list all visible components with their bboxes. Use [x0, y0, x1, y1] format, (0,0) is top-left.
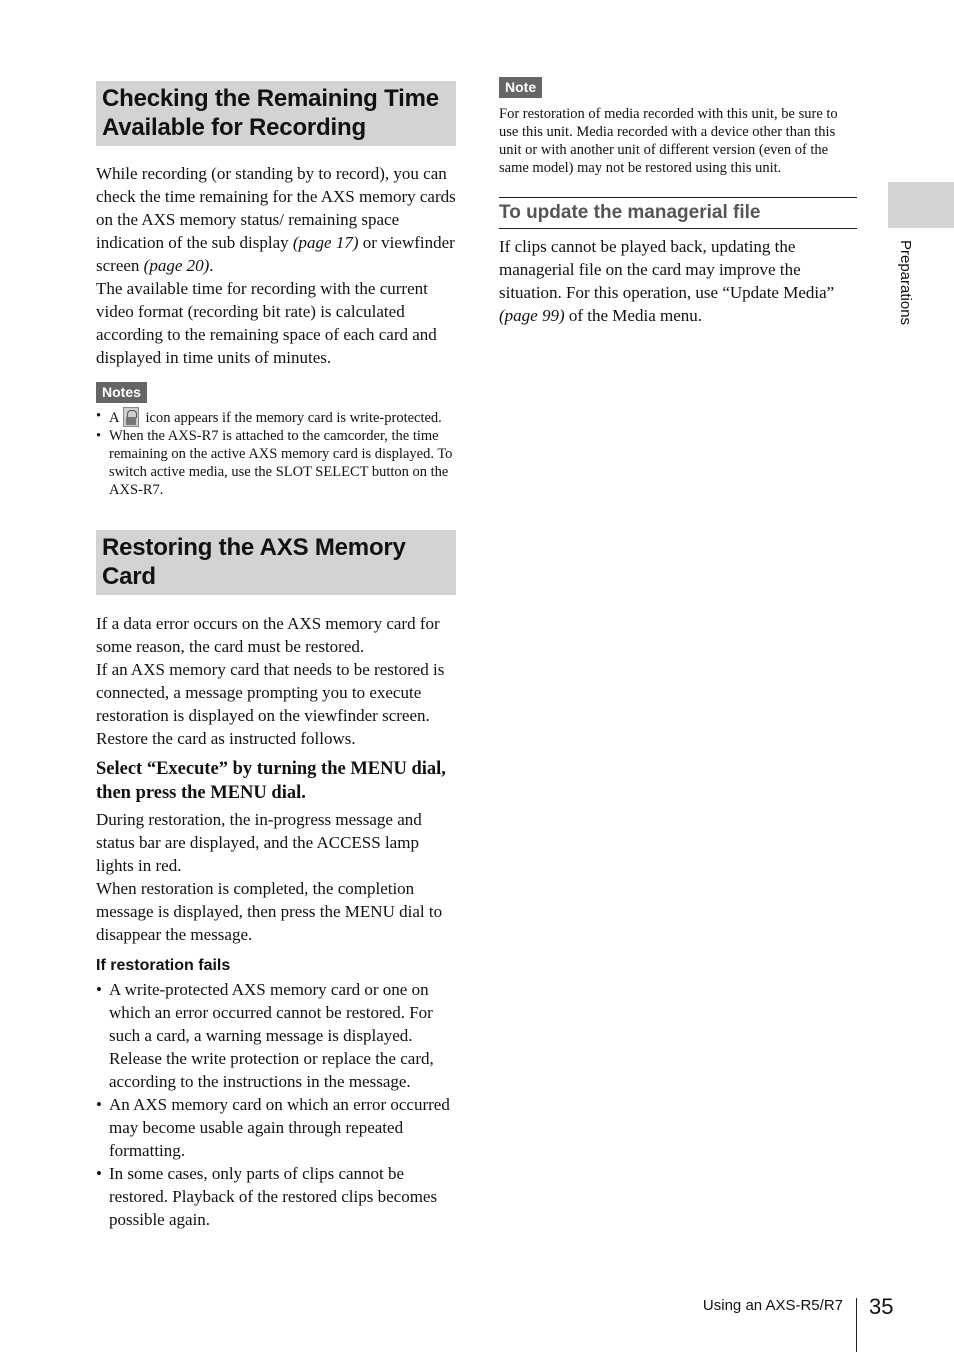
list-item: [96, 978, 456, 1093]
list-item: [96, 1093, 456, 1162]
bullet: •: [96, 428, 102, 444]
subheading-if-restoration-fails: If restoration fails: [96, 957, 231, 974]
note-label: Note: [499, 77, 542, 98]
bullet: •: [96, 1164, 102, 1183]
text-run: A write-protected AXS memory card or one on which an error occurred cannot be restored. For such a card, a warning message is displayed. Release the write protection or replace the card, according to the instructions in the message.: [109, 980, 434, 1091]
heading-line-1: Checking the Remaining Time: [102, 85, 439, 112]
notes-block: [96, 382, 456, 499]
footer-divider: [856, 1298, 857, 1352]
text-run: icon appears if the memory card is write-protected.: [145, 410, 442, 426]
notes-label: Notes: [96, 382, 147, 403]
text-run: In some cases, only parts of clips cannot be restored. Playback of the restored clips becomes possible again.: [109, 1164, 438, 1229]
section-heading-restoring: [96, 530, 456, 595]
left-column: [96, 81, 456, 1231]
heading-line-2: Available for Recording: [102, 114, 366, 141]
section-heading-remaining-time: [96, 81, 456, 146]
paragraph-remaining-time: [96, 162, 456, 277]
bullet: •: [96, 1095, 102, 1114]
page-ref-20: (page 20): [143, 256, 210, 275]
paragraph-restoration-completed: When restoration is completed, the completion message is displayed, then press the MENU dial to disappear the message.: [96, 879, 443, 944]
subheading-update-managerial-file: To update the managerial file: [499, 197, 857, 229]
page-ref-99: (page 99): [499, 306, 565, 325]
paragraph-data-error: If a data error occurs on the AXS memory card for some reason, the card must be restored.: [96, 614, 440, 656]
paragraph-update-media: [499, 235, 857, 327]
paragraph-available-time: The available time for recording with the current video format (recording bit rate) is calculated according to the remaining space of each card and displayed in time units of minutes.: [96, 279, 437, 367]
text-run: .: [209, 256, 214, 275]
text-run: of the Media menu.: [564, 306, 703, 325]
bullet: •: [96, 408, 102, 424]
right-column: [499, 77, 857, 327]
footer-title: Using an AXS-R5/R7: [702, 1297, 843, 1314]
text-run: or viewfinder screen: [96, 233, 455, 275]
page-number: 35: [869, 1294, 894, 1319]
text-run: When the AXS-R7 is attached to the camcorder, the time remaining on the active AXS memory card is displayed. To switch active media, use the SLOT SELECT button on the AXS-R7.: [109, 428, 453, 498]
text-run: If clips cannot be played back, updating the managerial file on the card may improve the situation. For this operation, use “Update Media”: [499, 237, 835, 302]
note-text: For restoration of media recorded with this unit, be sure to use this unit. Media recorded with a device other than this unit or with another unit of different version (even of the same model) may not be restored using this unit.: [499, 106, 838, 176]
bullet: •: [96, 980, 102, 999]
step-instruction: Select “Execute” by turning the MENU dial, then press the MENU dial.: [96, 759, 446, 803]
text-run: A: [109, 410, 120, 426]
list-item: [96, 427, 456, 499]
text-run: While recording (or standing by to record), you can check the time remaining for the AXS memory cards on the AXS memory status/ remaining space indication of the sub display: [96, 164, 456, 252]
fail-list: [96, 978, 456, 1231]
paragraph-restore-prompt: If an AXS memory card that needs to be restored is connected, a message prompting you to execute restoration is displayed on the viewfinder screen. Restore the card as instructed follows.: [96, 660, 445, 748]
list-item: [96, 1162, 456, 1231]
paragraph-during-restoration: During restoration, the in-progress message and status bar are displayed, and the ACCESS lamp lights in red.: [96, 810, 422, 875]
side-tab-marker: [888, 182, 954, 228]
list-item: [96, 407, 456, 427]
notes-list: [96, 407, 456, 499]
heading-text: Restoring the AXS Memory Card: [102, 534, 406, 590]
write-protect-lock-icon: [123, 407, 139, 427]
page-ref-17: (page 17): [292, 233, 359, 252]
side-tab-label: Preparations: [897, 240, 914, 326]
text-run: An AXS memory card on which an error occurred may become usable again through repeated formatting.: [109, 1095, 450, 1160]
